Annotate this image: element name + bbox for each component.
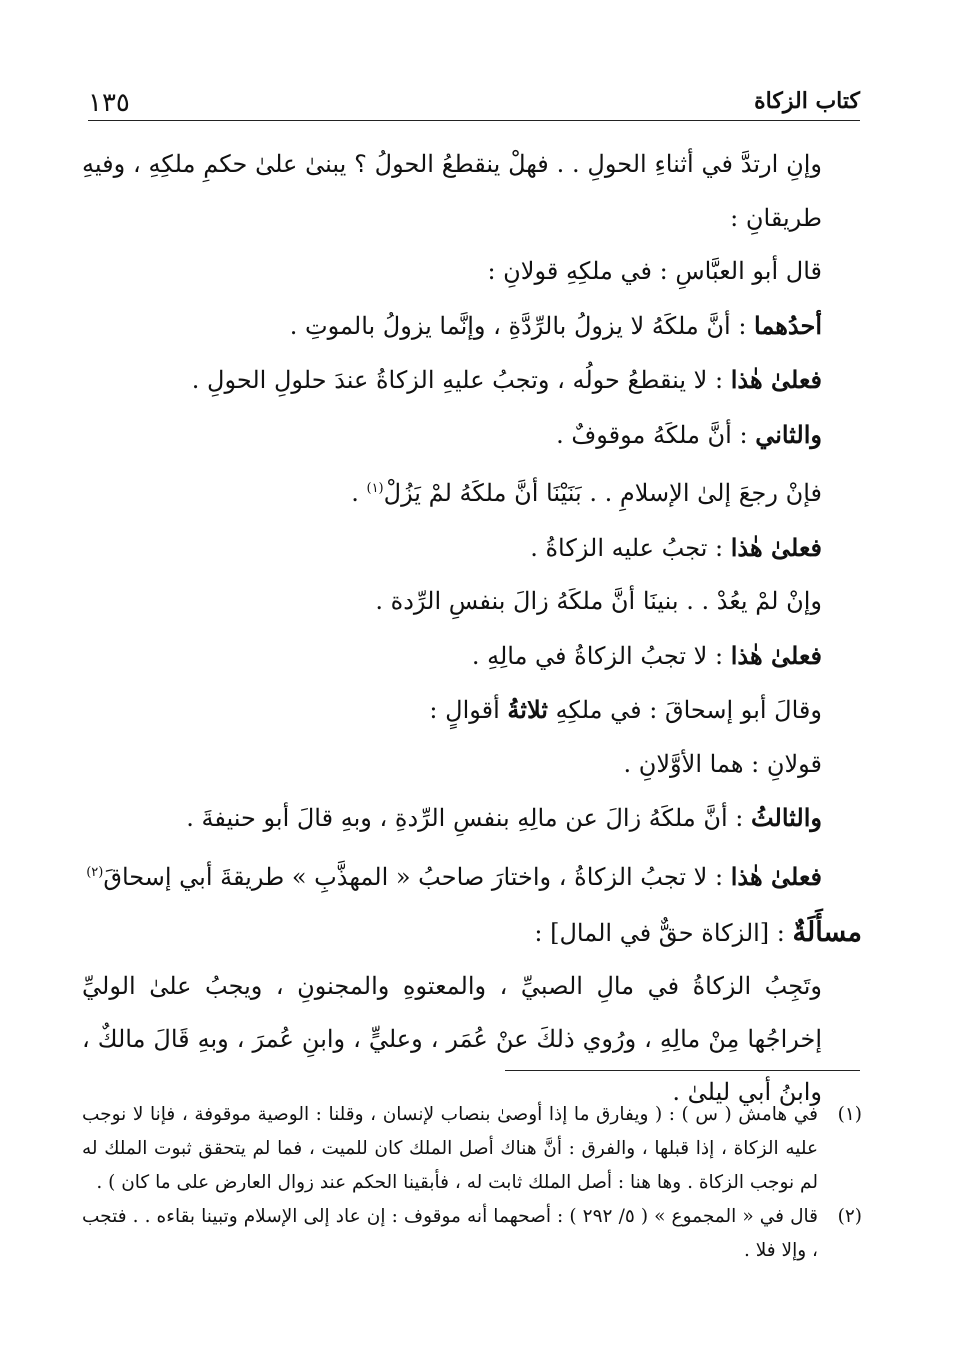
term-label: فعلىٰ هٰذا	[730, 532, 822, 562]
paragraph: قولانِ : هما الأوَّلانِ .	[623, 749, 822, 778]
paragraph-text: : لا تجبُ الزكاةُ في مالِهِ .	[471, 641, 731, 670]
footnote-text: في هامش ( س ) : ( ويفارق ما إذا أوصىٰ بنصاب لإنسان ، وقلنا : الوصية موقوفة ، فإنا لا نوجب عليه الزكاة ، إذا قبلها ، والفرق : أنَّ هناك أصل الملك كان للميت ، فما لم يتحقق ثبوت الملك له لم نوجب الزكاة . وها هنا : أصل الملك ثابت له ، فأبقينا الحكم عند زوال العارض على ما كان ) .	[82, 1104, 818, 1193]
footnote-number: (١)	[837, 1104, 862, 1125]
footnote	[82, 1200, 862, 1268]
footnote	[82, 1098, 862, 1200]
paragraph-text: : أنَّ ملكَهُ لا يزولُ بالرِّدَّةِ ، وإنَّما يزولُ بالموتِ .	[289, 311, 755, 340]
paragraph	[82, 353, 862, 408]
book-title: كتاب الزكاة	[754, 88, 860, 114]
paragraph-text: : لا تجبُ الزكاةُ ، واختارَ صاحبُ « المهذَّبِ » طريقةَ أبي إسحاقَ	[103, 862, 731, 891]
term-label: أحدُهما	[754, 310, 822, 340]
footnote-ref: (٢)	[86, 864, 104, 880]
page-number: ١٣٥	[88, 88, 130, 118]
term-label: والثاني	[755, 419, 822, 449]
footnote-divider	[505, 1070, 860, 1071]
masala-section	[82, 906, 862, 1119]
masala-label: مسأَلَةٌ	[792, 917, 862, 948]
footnotes	[82, 1098, 862, 1268]
term-label: فعلىٰ هٰذا	[730, 640, 822, 670]
paragraph: وتَجِبُ الزكاةُ في مالِ الصبيِّ ، والمعتوهِ والمجنونِ ، ويجبُ علىٰ الوليِّ إخراجُها مِنْ مالِهِ ، ورُوي ذلكَ عنْ عُمَر ، وعليٍّ ، وابنِ عُمرَ ، وبهِ قَالَ مالكٌ ، وابنُ أبي ليلىٰ .	[82, 972, 822, 1106]
paragraph	[82, 299, 862, 354]
paragraph	[82, 629, 862, 684]
term-label: فعلىٰ هٰذا	[730, 861, 822, 891]
footnote-ref: (١)	[366, 481, 384, 496]
paragraph	[82, 408, 862, 463]
paragraph-text: : تجبُ عليه الزكاةُ .	[530, 533, 731, 562]
paragraph	[82, 683, 862, 738]
paragraph-text: : أنَّ ملكَهُ موقوفٌ .	[556, 420, 756, 449]
footnote-number: (٢)	[837, 1206, 862, 1227]
paragraph: وإنْ لمْ يعُدْ . . بنينَا أنَّ ملكَهُ زالَ بنفسِ الرِّدة .	[375, 587, 822, 615]
paragraph: قال أبو العبَّاسِ : في ملكِهِ قولانِ :	[487, 257, 822, 285]
page-header	[88, 84, 860, 121]
masala-title: : [الزكاة حقٌّ في المال] :	[534, 919, 793, 947]
term-label: والثالثُ	[750, 803, 822, 832]
term-label: فعلىٰ هٰذا	[730, 365, 822, 394]
masala-heading	[82, 906, 862, 960]
paragraph-text: : لا ينقطعُ حولُه ، وتجبُ عليهِ الزكاةُ عندَ حلولِ الحولِ .	[191, 366, 731, 394]
paragraph-text: أقوالٍ :	[429, 696, 508, 724]
paragraph: وإنِ ارتدَّ في أثناءِ الحولِ . . فهلْ ينقطعُ الحولُ ؟ يبنىٰ علىٰ حكمِ ملكِهِ ، وفيهِ طريقانِ :	[82, 150, 822, 232]
term-label: ثلاثةُ	[507, 695, 548, 724]
main-text	[82, 138, 862, 904]
footnote-text: قال في « المجموع » ( ٥/ ٢٩٢ ) : أصحهما أنه موقوف : إن عاد إلى الإسلام وتبينا بقاءه . . فتجب ، وإلا فلا .	[82, 1206, 818, 1261]
paragraph	[82, 462, 862, 521]
paragraph-text: .	[351, 479, 367, 507]
paragraph	[82, 846, 862, 905]
paragraph-text: فإنْ رجعَ إلىٰ الإسلامِ . . بَنَيْنَا أنَّ ملكَهُ لمْ يَزُلْ	[383, 479, 822, 507]
paragraph	[82, 521, 862, 576]
paragraph	[82, 791, 862, 846]
paragraph-text: : أنَّ ملكَهُ زالَ عن مالِهِ بنفسِ الرِّدةِ ، وبهِ قالَ أبو حنيفةَ .	[186, 804, 751, 832]
paragraph-text: وقالَ أبو إسحاقَ : في ملكِهِ	[547, 696, 822, 724]
